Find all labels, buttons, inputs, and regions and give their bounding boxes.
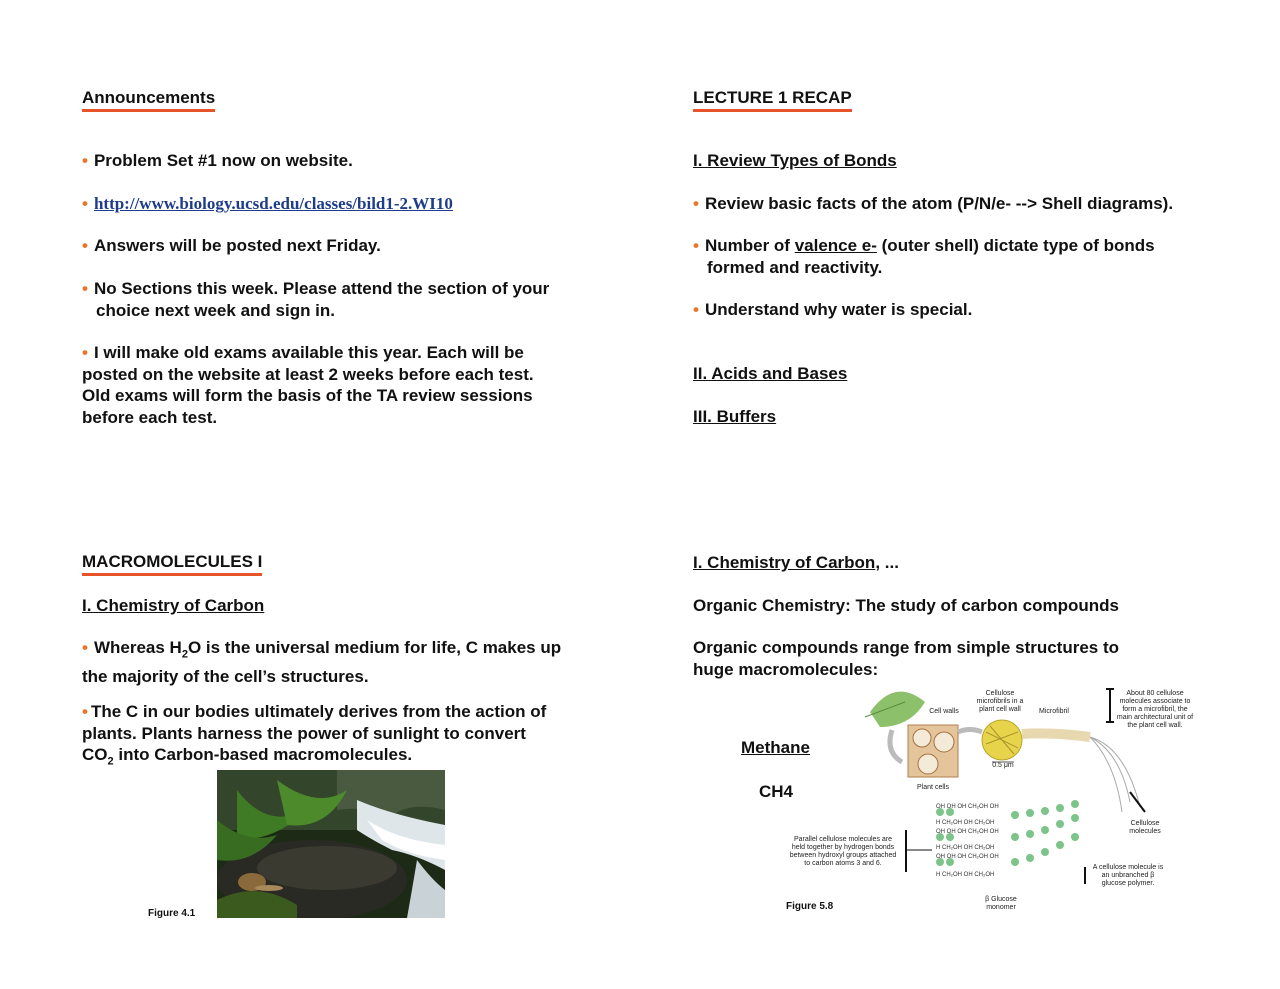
svg-text:OH OH OH CH₂OH OH: OH OH OH CH₂OH OH <box>936 804 999 810</box>
leaf-icon <box>870 692 925 727</box>
bullet-water: • Understand why water is special. <box>693 300 973 319</box>
section-acids-bases: II. Acids and Bases <box>693 364 848 383</box>
organic-chem-definition: Organic Chemistry: The study of carbon compounds <box>693 596 1119 615</box>
section-review-bonds: I. Review Types of Bonds <box>693 151 897 170</box>
bullet-answers: • Answers will be posted next Friday. <box>82 236 381 255</box>
label-cellulose-microfibrils: Cellulose microfibrils in a plant cell wall <box>976 690 1024 713</box>
label-cellulose-molecules: Cellulose molecules <box>1129 820 1161 835</box>
svg-text:H CH₂OH OH CH₂OH: H CH₂OH OH CH₂OH <box>936 872 995 878</box>
bullet-carbon-plants: • The C in our bodies ultimately derives from the action of plants. Plants harness the power of sunlight to convert $CO_2$ into Carbon-based macromolecules. <box>82 702 547 768</box>
bullet-atom-facts: • Review basic facts of the atom (P/N/e- --> Shell diagrams). <box>693 194 1174 213</box>
stream-photo <box>217 770 445 918</box>
label-unbranched-polymer: A cellulose molecule is an unbranched β glucose polymer. <box>1092 864 1164 887</box>
bullet-sections: • No Sections this week. Please attend the section of your choice next week and sign in. <box>82 279 550 320</box>
svg-text:OH OH OH CH₂OH OH: OH OH OH CH₂OH OH <box>936 829 999 835</box>
organic-compounds-range: Organic compounds range from simple structures to huge macromolecules: <box>693 638 1120 679</box>
course-website-link[interactable]: http://www.biology.ucsd.edu/classes/bild1-2.WI10 <box>93 194 453 213</box>
bullet-old-exams: • I will make old exams available this year. Each will be posted on the website at least 2 weeks before each test. Old exams will form the basis of the TA review sessions before each test. <box>82 343 534 427</box>
bullet-valence: • Number of valence e- (outer shell) dictate type of bonds formed and reactivity. <box>693 236 1155 277</box>
label-microfibril: Microfibril <box>1039 708 1069 715</box>
label-parallel-molecules: Parallel cellulose molecules are held together by hydrogen bonds between hydroxyl groups attached to carbon atoms 3 and 6. <box>789 836 897 867</box>
label-plant-cells: Plant cells <box>917 784 949 791</box>
slide1-title: Announcements <box>82 88 215 112</box>
slide3-title: MACROMOLECULES I <box>82 552 262 576</box>
slide4-title: I. Chemistry of Carbon, ... <box>693 553 899 572</box>
svg-text:H CH₂OH OH CH₂OH: H CH₂OH OH CH₂OH <box>936 845 995 851</box>
section-chemistry-carbon: I. Chemistry of Carbon <box>82 596 265 615</box>
label-cell-walls: Cell walls <box>929 708 959 715</box>
label-glucose-monomer: β Glucose monomer <box>985 896 1017 911</box>
methane-label: Methane <box>741 738 810 757</box>
figure-5-8-label: Figure 5.8 <box>786 901 834 912</box>
bullet-problem-set: • Problem Set #1 now on website. <box>82 151 353 170</box>
bullet-water-medium: • Whereas $H_2O$ is the universal medium for life, C makes up the majority of the cell’s structures. <box>82 638 562 686</box>
ch4-formula: CH4 <box>759 782 794 801</box>
section-buffers: III. Buffers <box>693 407 777 426</box>
svg-text:H CH₂OH OH CH₂OH: H CH₂OH OH CH₂OH <box>936 820 995 826</box>
label-scale: 0.5 μm <box>992 762 1014 769</box>
slide2-title: LECTURE 1 RECAP <box>693 88 852 112</box>
svg-text:OH OH OH CH₂OH OH: OH OH OH CH₂OH OH <box>936 854 999 860</box>
label-about-80: About 80 cellulose molecules associate to form a microfibril, the main architectural unit of the plant cell wall. <box>1116 690 1194 729</box>
bullet-link: • http://www.biology.ucsd.edu/classes/bild1-2.WI10 <box>82 194 453 213</box>
figure-4-1-label: Figure 4.1 <box>148 908 196 919</box>
